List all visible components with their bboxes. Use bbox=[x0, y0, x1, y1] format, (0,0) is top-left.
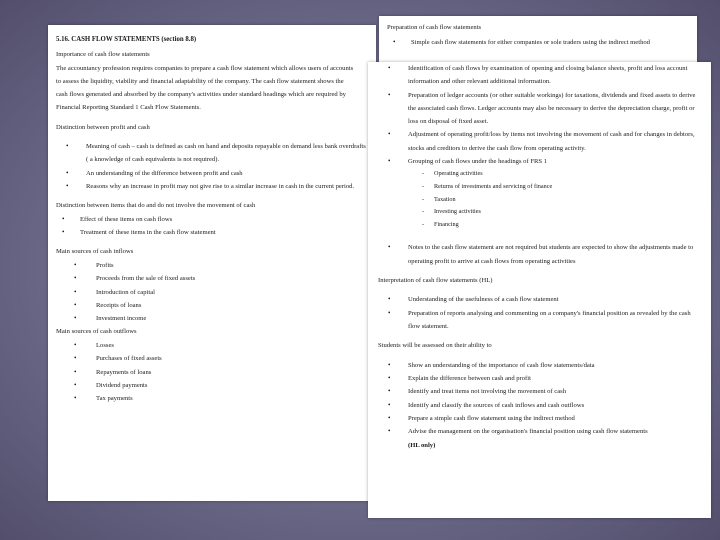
list-item: • Grouping of cash flows under the headings of FRS 1 bbox=[378, 155, 696, 168]
list-item: • Treatment of these items in the cash flow statement bbox=[56, 226, 369, 239]
list-item: • Repayments of loans bbox=[56, 366, 369, 379]
distinction-heading: Distinction between profit and cash bbox=[56, 123, 150, 131]
list-item: • Show an understanding of the importance of cash flow statements/data bbox=[378, 359, 696, 372]
list-item: • Identify and treat items not involving the movement of cash bbox=[378, 385, 696, 398]
list-item: • Purchases of fixed assets bbox=[56, 352, 369, 365]
list-item: • Tax payments bbox=[56, 392, 369, 405]
section-title: 5.16. CASH FLOW STATEMENTS (section 8.8) bbox=[56, 36, 197, 43]
list-item: • Prepare a simple cash flow statement using the indirect method bbox=[378, 412, 696, 425]
list-item: • Understanding of the usefulness of a cash flow statement bbox=[378, 293, 696, 306]
list-item: • Reasons why an increase in profit may not give rise to a similar increase in cash in the current period. bbox=[56, 180, 366, 193]
hl-only-label: (HL only) bbox=[408, 441, 436, 449]
list-item: • Identify and classify the sources of cash inflows and cash outflows bbox=[378, 399, 696, 412]
list-item: • Adjustment of operating profit/loss by items not involving the movement of cash and for changes in debtors, stocks and creditors to derive the cash flow from operating activity. bbox=[378, 128, 696, 155]
list-item: • Losses bbox=[56, 339, 369, 352]
inflows-heading: Main sources of cash inflows bbox=[56, 248, 134, 256]
notes-item: • Notes to the cash flow statement are not required but students are expected to show the adjustments made to operating profit to arrive at cash flows from operating activities bbox=[378, 241, 696, 268]
list-item: • Proceeds from the sale of fixed assets bbox=[56, 272, 369, 285]
right-document-page bbox=[368, 62, 711, 518]
importance-paragraph: The accountancy profession requires companies to prepare a cash flow statement which allows users of accounts to assess the liquidity, viability and financial adaptability of the company. The cash flow statement shows the cash flows generated and absorbed by the company's activities under standard headings which are required by Financial Reporting Standard 1 Cash Flow Statements. bbox=[56, 64, 354, 112]
frs-heading-item: - Financing bbox=[378, 219, 701, 232]
frs-heading-item: - Returns of investments and servicing of finance bbox=[378, 181, 701, 194]
assessed-heading: Students will be assessed on their ability to bbox=[378, 342, 492, 350]
list-item: • Advise the management on the organisation's financial position using cash flow statements bbox=[378, 425, 696, 438]
list-item: • Identification of cash flows by examination of opening and closing balance sheets, profit and loss account information and other relevant additional information. bbox=[378, 62, 696, 89]
interpretation-heading: Interpretation of cash flow statements (HL) bbox=[378, 276, 493, 284]
frs-heading-item: - Investing activities bbox=[378, 206, 701, 219]
frs-heading-item: - Taxation bbox=[378, 194, 701, 207]
outflows-heading: Main sources of cash outflows bbox=[56, 328, 137, 336]
preparation-heading: Preparation of cash flow statements bbox=[387, 24, 482, 31]
list-item: • Effect of these items on cash flows bbox=[56, 213, 369, 226]
list-item: • Preparation of reports analysing and commenting on a company's financial position as revealed by the cash flow statement. bbox=[378, 307, 696, 334]
list-item: • Investment income bbox=[56, 312, 369, 325]
list-item: • Preparation of ledger accounts (or other suitable workings) for taxations, dividends and fixed assets to derive the associated cash flows. Ledger accounts may also be necessary to derive the depreciation charge, profit or loss on disposal of fixed asset. bbox=[378, 89, 696, 129]
list-item: • Dividend payments bbox=[56, 379, 369, 392]
frs-heading-item: - Operating activities bbox=[378, 168, 701, 181]
left-document-page bbox=[48, 25, 376, 501]
list-item: • An understanding of the difference between profit and cash bbox=[56, 167, 366, 180]
items-heading: Distinction between items that do and do not involve the movement of cash bbox=[56, 202, 256, 210]
importance-heading: Importance of cash flow statements bbox=[56, 51, 150, 58]
list-item: • Simple cash flow statements for either companies or sole traders using the indirect method bbox=[387, 36, 689, 49]
list-item: • Explain the difference between cash and profit bbox=[378, 372, 696, 385]
list-item: • Receipts of loans bbox=[56, 299, 369, 312]
list-item: • Profits bbox=[56, 259, 369, 272]
list-item: • Meaning of cash – cash is defined as cash on hand and deposits repayable on demand less bank overdrafts ( a knowledge of cash equivalents is not required). bbox=[56, 140, 366, 167]
right-back-page bbox=[379, 16, 697, 66]
list-item: • Introduction of capital bbox=[56, 286, 369, 299]
